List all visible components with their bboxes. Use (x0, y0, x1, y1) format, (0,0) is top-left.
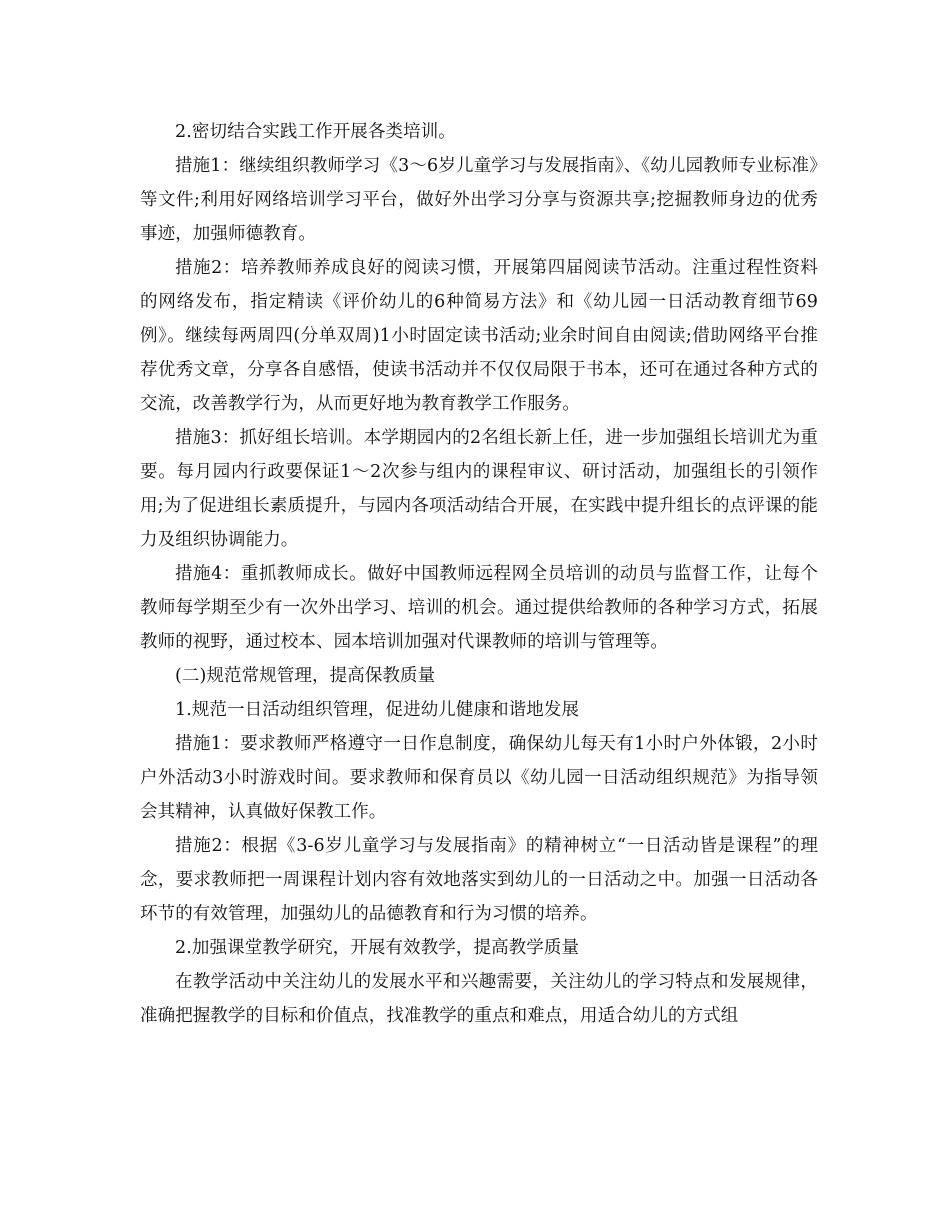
subsection-heading-1: 1.规范一日活动组织管理，促进幼儿健康和谐地发展 (175, 700, 580, 720)
subsection-heading-2: 2.加强课堂教学研究，开展有效教学，提高教学质量 (175, 938, 580, 958)
paragraph-training-heading: 2.密切结合实践工作开展各类培训。 (175, 122, 456, 142)
paragraph-teaching: 在教学活动中关注幼儿的发展水平和兴趣需要，关注幼儿的学习特点和发展规律，准确把握教学的目标和价值点，找准教学的重点和难点，用适合幼儿的方式组 (140, 972, 818, 1026)
paragraph-measure-1: 措施1：继续组织教师学习《3～6岁儿童学习与发展指南》、《幼儿园教师专业标准》等文件;利用好网络培训学习平台，做好外出学习分享与资源共享;挖掘教师身边的优秀事迹，加强师德教育。 (140, 156, 818, 244)
paragraph-measure-4: 措施4：重抓教师成长。做好中国教师远程网全员培训的动员与监督工作，让每个教师每学期至少有一次外出学习、培训的机会。通过提供给教师的各种学习方式，拓展教师的视野，通过校本、园本培训加强对代课教师的培训与管理等。 (140, 564, 818, 652)
paragraph-daily-measure-2: 措施2：根据《3-6岁儿童学习与发展指南》的精神树立“一日活动皆是课程”的理念，要求教师把一周课程计划内容有效地落实到幼儿的一日活动之中。加强一日活动各环节的有效管理，加强幼儿的品德教育和行为习惯的培养。 (140, 836, 818, 924)
section-heading: (二)规范常规管理，提高保教质量 (175, 666, 436, 686)
paragraph-measure-2: 措施2：培养教师养成良好的阅读习惯，开展第四届阅读节活动。注重过程性资料的网络发布，指定精读《评价幼儿的6种简易方法》和《幼儿园一日活动教育细节69例》。继续每两周四(分单双周)1小时固定读书活动;业余时间自由阅读;借助网络平台推荐优秀文章，分享各自感悟，使读书活动并不仅仅局限于书本，还可在通过各种方式的交流，改善教学行为，从而更好地为教育教学工作服务。 (140, 258, 818, 414)
paragraph-measure-3: 措施3：抓好组长培训。本学期园内的2名组长新上任，进一步加强组长培训尤为重要。每月园内行政要保证1～2次参与组内的课程审议、研讨活动，加强组长的引领作用;为了促进组长素质提升，与园内各项活动结合开展，在实践中提升组长的点评课的能力及组织协调能力。 (140, 428, 818, 550)
paragraph-daily-measure-1: 措施1：要求教师严格遵守一日作息制度，确保幼儿每天有1小时户外体锻，2小时户外活动3小时游戏时间。要求教师和保育员以《幼儿园一日活动组织规范》为指导领会其精神，认真做好保教工作。 (140, 734, 818, 822)
